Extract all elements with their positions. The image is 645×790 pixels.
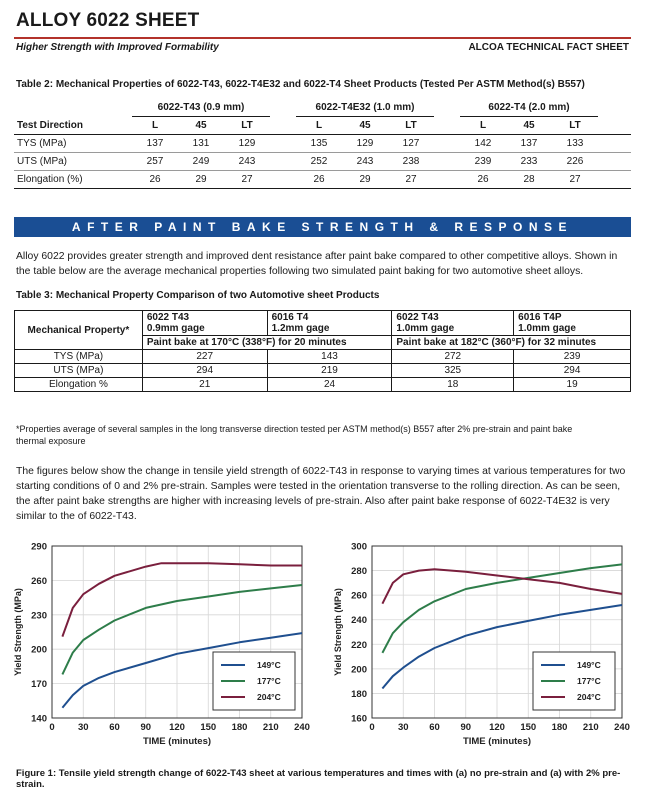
cell: 272 xyxy=(392,350,514,364)
product-gage: 1.0mm gage xyxy=(518,323,576,334)
cell: 142 xyxy=(474,138,492,149)
table-row xyxy=(14,153,631,171)
cell: 27 xyxy=(405,174,417,185)
table3-footnote: *Properties average of several samples in the long transverse direction tested per ASTM method(s) B557 after 2% pre-strain and paint bake thermal exposure xyxy=(16,424,573,446)
cell: 26 xyxy=(477,174,489,185)
y-tick-label: 260 xyxy=(351,590,367,602)
table2-dir: LT xyxy=(405,120,417,131)
y-tick-label: 290 xyxy=(31,541,47,553)
table2-dir: L xyxy=(315,120,323,131)
table-row xyxy=(14,135,631,153)
figures-paragraph: The figures below show the change in tensile yield strength of 6022-T43 in response to varying times at various temperatures for two starting conditions of 0 and 2% pre-strain. Samples were tested in the orientation transverse to the rolling direction. As can be seen, the after paint bake strengths are higher with increasing levels of pre-strain. Also after paint bake response of 6022-T4E32 is very similar to the of 6022-T43. xyxy=(16,466,626,522)
x-axis-label: TIME (minutes) xyxy=(142,736,212,747)
legend-label: 204°C xyxy=(577,692,601,702)
cell: 239 xyxy=(514,350,631,364)
table2-dir: L xyxy=(151,120,159,131)
table2-dir-label: Test Direction xyxy=(17,119,83,131)
y-tick-label: 200 xyxy=(351,664,367,676)
product-name: 6022 T43 xyxy=(146,312,190,323)
x-tick-label: 180 xyxy=(231,722,248,733)
table2-dir: 45 xyxy=(359,120,371,131)
table2-group: 6022-T4 (2.0 mm) xyxy=(460,99,598,117)
row-label: UTS (MPa) xyxy=(15,364,143,378)
cell: 24 xyxy=(267,378,392,392)
cell: 27 xyxy=(569,174,581,185)
cell: 19 xyxy=(514,378,631,392)
x-tick-label: 150 xyxy=(200,722,217,733)
y-tick-label: 170 xyxy=(31,679,47,691)
legend-label: 149°C xyxy=(577,660,601,670)
bake-condition-1: Paint bake at 170°C (338°F) for 20 minutes xyxy=(142,336,392,350)
x-axis-label: TIME (minutes) xyxy=(462,736,532,747)
row-label: UTS (MPa) xyxy=(17,156,67,167)
table2-dir: 45 xyxy=(195,120,207,131)
y-tick-label: 280 xyxy=(351,566,367,578)
y-tick-label: 230 xyxy=(31,610,47,622)
cell: 135 xyxy=(310,138,328,149)
x-tick-label: 240 xyxy=(614,722,630,733)
y-tick-label: 180 xyxy=(351,688,367,700)
cell: 143 xyxy=(267,350,392,364)
cell: 131 xyxy=(192,138,210,149)
table3-caption: Table 3: Mechanical Property Comparison of two Automotive sheet Products xyxy=(16,290,380,301)
intro-paragraph: Alloy 6022 provides greater strength and improved dent resistance after paint bake compared to other competitive alloys. Shown in the table below are the average mechanical properties following two simulated paint baking for two automotive sheet alloys. xyxy=(16,251,618,277)
x-tick-label: 90 xyxy=(140,722,152,733)
table3 xyxy=(14,310,631,392)
yield-strength-chart-prestrain xyxy=(330,538,632,752)
table-row xyxy=(15,350,631,364)
table2-group: 6022-T43 (0.9 mm) xyxy=(132,99,270,117)
cell: 226 xyxy=(566,156,584,167)
cell: 238 xyxy=(402,156,420,167)
cell: 233 xyxy=(520,156,538,167)
table-row xyxy=(15,378,631,392)
table-row xyxy=(14,171,631,189)
y-tick-label: 140 xyxy=(31,713,47,725)
x-tick-label: 180 xyxy=(551,722,568,733)
cell: 18 xyxy=(392,378,514,392)
cell: 257 xyxy=(146,156,164,167)
cell: 26 xyxy=(313,174,325,185)
cell: 129 xyxy=(238,138,256,149)
product-gage: 1.0mm gage xyxy=(396,323,455,334)
y-tick-label: 240 xyxy=(351,615,367,627)
cell: 29 xyxy=(195,174,207,185)
table-row xyxy=(15,364,631,378)
table2 xyxy=(14,99,631,189)
x-tick-label: 150 xyxy=(520,722,537,733)
y-tick-label: 200 xyxy=(31,644,47,656)
y-tick-label: 160 xyxy=(351,713,367,725)
cell: 243 xyxy=(356,156,374,167)
x-tick-label: 0 xyxy=(49,722,55,733)
product-gage: 1.2mm gage xyxy=(271,323,330,334)
legend-label: 149°C xyxy=(257,660,281,670)
table2-dir: LT xyxy=(241,120,253,131)
legend-label: 177°C xyxy=(257,676,281,686)
row-label: TYS (MPa) xyxy=(15,350,143,364)
x-tick-label: 30 xyxy=(77,722,89,733)
cell: 294 xyxy=(514,364,631,378)
figure-caption: Figure 1: Tensile yield strength change of 6022-T43 sheet at various temperatures and times with (a) no pre-strain and (a) with 2% pre-strain. xyxy=(16,768,621,790)
cell: 29 xyxy=(359,174,371,185)
x-tick-label: 120 xyxy=(169,722,185,733)
product-gage: 0.9mm gage xyxy=(146,323,205,334)
series-line-1 xyxy=(382,564,622,653)
row-label: Elongation % xyxy=(15,378,143,392)
cell: 227 xyxy=(142,350,267,364)
cell: 137 xyxy=(520,138,538,149)
cell: 219 xyxy=(267,364,392,378)
cell: 243 xyxy=(238,156,256,167)
x-tick-label: 0 xyxy=(369,722,375,733)
product-name: 6016 T4 xyxy=(271,312,309,323)
cell: 21 xyxy=(142,378,267,392)
brand-label: ALCOA TECHNICAL FACT SHEET xyxy=(468,42,629,53)
x-tick-label: 210 xyxy=(582,722,599,733)
y-tick-label: 220 xyxy=(351,639,367,651)
x-tick-label: 210 xyxy=(262,722,279,733)
cell: 133 xyxy=(566,138,584,149)
x-tick-label: 240 xyxy=(294,722,310,733)
cell: 137 xyxy=(146,138,164,149)
cell: 27 xyxy=(241,174,253,185)
row-label: Elongation (%) xyxy=(17,174,83,185)
page-subtitle: Higher Strength with Improved Formability xyxy=(16,42,219,53)
product-name: 6016 T4P xyxy=(518,312,562,323)
y-axis-label: Yield Strength (MPa) xyxy=(333,588,343,676)
row-label: TYS (MPa) xyxy=(17,138,67,149)
cell: 129 xyxy=(356,138,374,149)
table2-caption: Table 2: Mechanical Properties of 6022-T43, 6022-T4E32 and 6022-T4 Sheet Products (Tested Per ASTM Method(s) B557) xyxy=(16,79,585,90)
y-tick-label: 260 xyxy=(31,575,47,587)
table2-dir: LT xyxy=(569,120,581,131)
header-rule xyxy=(14,37,631,39)
page-title: ALLOY 6022 SHEET xyxy=(16,10,200,31)
cell: 249 xyxy=(192,156,210,167)
bake-condition-2: Paint bake at 182°C (360°F) for 32 minutes xyxy=(392,336,631,350)
yield-strength-chart-no-prestrain xyxy=(10,538,312,752)
section-banner: AFTER PAINT BAKE STRENGTH & RESPONSE xyxy=(14,217,631,237)
cell: 127 xyxy=(402,138,420,149)
series-line-2 xyxy=(382,569,622,603)
cell: 239 xyxy=(474,156,492,167)
cell: 28 xyxy=(523,174,535,185)
cell: 294 xyxy=(142,364,267,378)
cell: 325 xyxy=(392,364,514,378)
x-tick-label: 60 xyxy=(429,722,440,733)
y-axis-label: Yield Strength (MPa) xyxy=(13,588,23,676)
x-tick-label: 120 xyxy=(489,722,505,733)
x-tick-label: 30 xyxy=(397,722,409,733)
table2-dir: L xyxy=(479,120,487,131)
legend-label: 177°C xyxy=(577,676,601,686)
table3-prop-label: Mechanical Property* xyxy=(15,311,143,350)
product-name: 6022 T43 xyxy=(396,312,439,323)
legend-label: 204°C xyxy=(257,692,281,702)
table2-group: 6022-T4E32 (1.0 mm) xyxy=(296,99,434,117)
cell: 252 xyxy=(310,156,328,167)
y-tick-label: 300 xyxy=(351,541,367,553)
x-tick-label: 60 xyxy=(109,722,120,733)
x-tick-label: 90 xyxy=(460,722,472,733)
cell: 26 xyxy=(149,174,161,185)
table2-dir: 45 xyxy=(523,120,535,131)
